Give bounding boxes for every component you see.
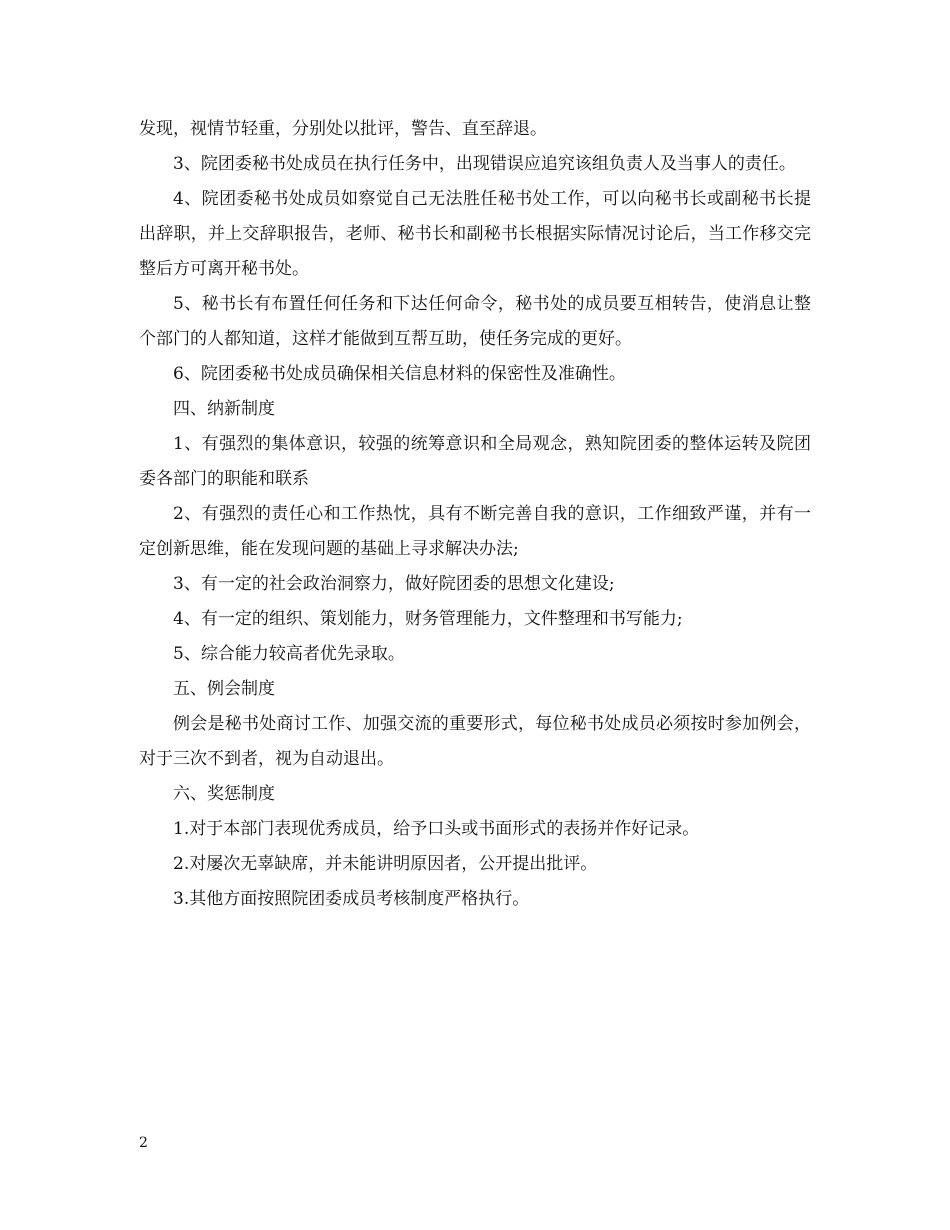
- paragraph: 2、有强烈的责任心和工作热忱，具有不断完善自我的意识，工作细致严谨，并有一定创新思维，能在发现问题的基础上寻求解决办法;: [139, 504, 811, 559]
- section-heading: 六、奖惩制度: [173, 784, 275, 804]
- paragraph: 3、有一定的社会政治洞察力，做好院团委的思想文化建设;: [173, 574, 615, 594]
- page-number: 2: [139, 1135, 148, 1151]
- paragraph: 发现，视情节轻重，分别处以批评，警告、直至辞退。: [139, 119, 547, 139]
- paragraph: 5、综合能力较高者优先录取。: [173, 644, 405, 664]
- paragraph: 1.对于本部门表现优秀成员，给予口头或书面形式的表扬并作好记录。: [173, 819, 700, 839]
- document-body: [139, 112, 811, 917]
- paragraph: 6、院团委秘书处成员确保相关信息材料的保密性及准确性。: [173, 364, 626, 384]
- paragraph: 3、院团委秘书处成员在执行任务中，出现错误应追究该组负责人及当事人的责任。: [173, 154, 796, 174]
- paragraph: 4、有一定的组织、策划能力，财务管理能力，文件整理和书写能力;: [173, 609, 683, 629]
- paragraph: 4、院团委秘书处成员如察觉自己无法胜任秘书处工作，可以向秘书长或副秘书长提出辞职，并上交辞职报告，老师、秘书长和副秘书长根据实际情况讨论后，当工作移交完整后方可离开秘书处。: [139, 189, 811, 279]
- paragraph: 5、秘书长有布置任何任务和下达任何命令，秘书处的成员要互相转告，使消息让整个部门的人都知道，这样才能做到互帮互助，使任务完成的更好。: [139, 294, 811, 349]
- section-heading: 五、例会制度: [173, 679, 275, 699]
- paragraph: 例会是秘书处商讨工作、加强交流的重要形式，每位秘书处成员必须按时参加例会，对于三次不到者，视为自动退出。: [139, 714, 811, 769]
- paragraph: 3.其他方面按照院团委成员考核制度严格执行。: [173, 889, 530, 909]
- paragraph: 2.对屡次无辜缺席，并未能讲明原因者，公开提出批评。: [173, 854, 598, 874]
- paragraph: 1、有强烈的集体意识，较强的统筹意识和全局观念，熟知院团委的整体运转及院团委各部门的职能和联系: [139, 434, 811, 489]
- section-heading: 四、纳新制度: [173, 399, 275, 419]
